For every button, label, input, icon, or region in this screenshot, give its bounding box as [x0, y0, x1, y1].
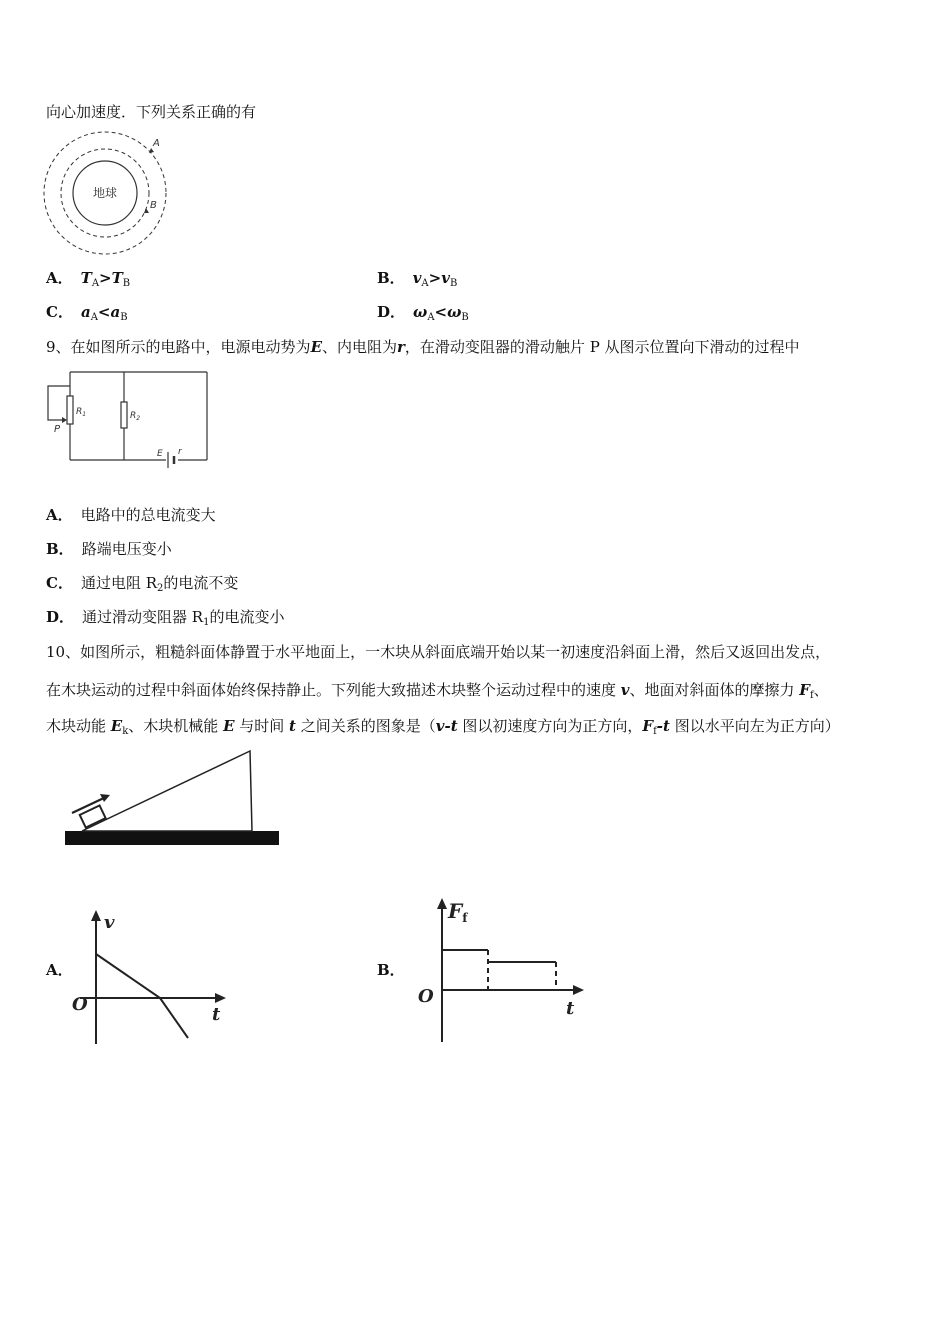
q10-stem-line3: 木块动能 $E_k$、木块机械能 E 与时间 t 之间关系的图象是（v-t 图以初速度方向为正方向，$F_f-t$ 图以水平向左为正方向）	[46, 717, 840, 737]
q8-option-c[interactable]: C． $a_A<a_B$	[46, 303, 128, 323]
y-axis-label: $F_f$	[448, 899, 468, 925]
x-axis-label: t	[566, 998, 575, 1019]
q8-option-b[interactable]: B． $v_A>v_B$	[377, 269, 458, 289]
q8-option-a[interactable]: A． $T_A>T_B$	[46, 269, 131, 289]
orbit-figure	[40, 134, 175, 256]
ground	[65, 831, 279, 845]
vt-line	[96, 954, 188, 1038]
option-label: B．	[377, 961, 405, 979]
question-number: 9、	[46, 338, 71, 356]
incline-figure	[60, 745, 285, 855]
x-axis-arrow-icon	[573, 985, 584, 995]
orbit-a-label: A	[153, 138, 160, 149]
option-label: A．	[46, 269, 73, 287]
q9-stem: 9、在如图所示的电路中，电源电动势为E、内电阻为r，在滑动变阻器的滑动触片 P 从图示位置向下滑动的过程中	[46, 338, 800, 356]
r1-resistor	[67, 396, 73, 424]
q9-option-c[interactable]: C． 通过电阻 $R_2$的电流不变	[46, 574, 239, 594]
r1-label: $R_1$	[76, 407, 87, 418]
origin-label: O	[418, 986, 434, 1007]
circuit-figure	[44, 368, 214, 468]
option-label: D．	[46, 608, 75, 626]
x-axis-label: t	[212, 1004, 221, 1025]
q8-option-d[interactable]: D． $\omega_A<\omega_B$	[377, 303, 469, 323]
q9-option-a[interactable]: A． 电路中的总电流变大	[46, 506, 216, 524]
option-label: A．	[46, 961, 73, 979]
vt-graph	[70, 908, 240, 1048]
wooden-block	[80, 805, 106, 827]
y-axis-arrow-icon	[91, 910, 101, 921]
y-axis-arrow-icon	[437, 898, 447, 909]
q10-stem-line2: 在木块运动的过程中斜面体始终保持静止。下列能大致描述木块整个运动过程中的速度 v、地面对斜面体的摩擦力 $F_f$、	[46, 681, 829, 701]
r2-label: $R_2$	[130, 411, 141, 422]
r-label: r	[178, 447, 182, 457]
option-label: D．	[377, 303, 406, 321]
question-number: 10、	[46, 643, 81, 661]
ff-t-graph	[412, 896, 592, 1046]
r2-resistor	[121, 402, 127, 428]
y-axis-label: v	[104, 912, 115, 933]
option-label: A．	[46, 506, 73, 524]
option-label: C．	[46, 574, 73, 592]
x-axis-arrow-icon	[215, 993, 226, 1003]
slider-arrow-icon	[62, 417, 67, 423]
q10-stem-line1: 10、如图所示，粗糙斜面体静置于水平地面上，一木块从斜面底端开始以某一初速度沿斜面上滑，然后又返回出发点，	[46, 643, 831, 661]
q10-option-b[interactable]	[377, 960, 413, 980]
origin-label: O	[72, 994, 88, 1015]
option-label: B．	[46, 540, 74, 558]
p-label: P	[54, 424, 61, 435]
earth-label: 地球	[92, 186, 118, 200]
option-label: B．	[377, 269, 405, 287]
q9-option-b[interactable]: B． 路端电压变小	[46, 540, 172, 558]
incline-wedge	[82, 751, 252, 831]
q9-option-d[interactable]: D． 通过滑动变阻器 $R_1$的电流变小	[46, 608, 285, 628]
e-label: E	[157, 449, 163, 459]
orbit-b-label: B	[150, 200, 157, 211]
option-label: C．	[46, 303, 73, 321]
q8-stem-tail: 向心加速度．下列关系正确的有	[46, 103, 257, 121]
